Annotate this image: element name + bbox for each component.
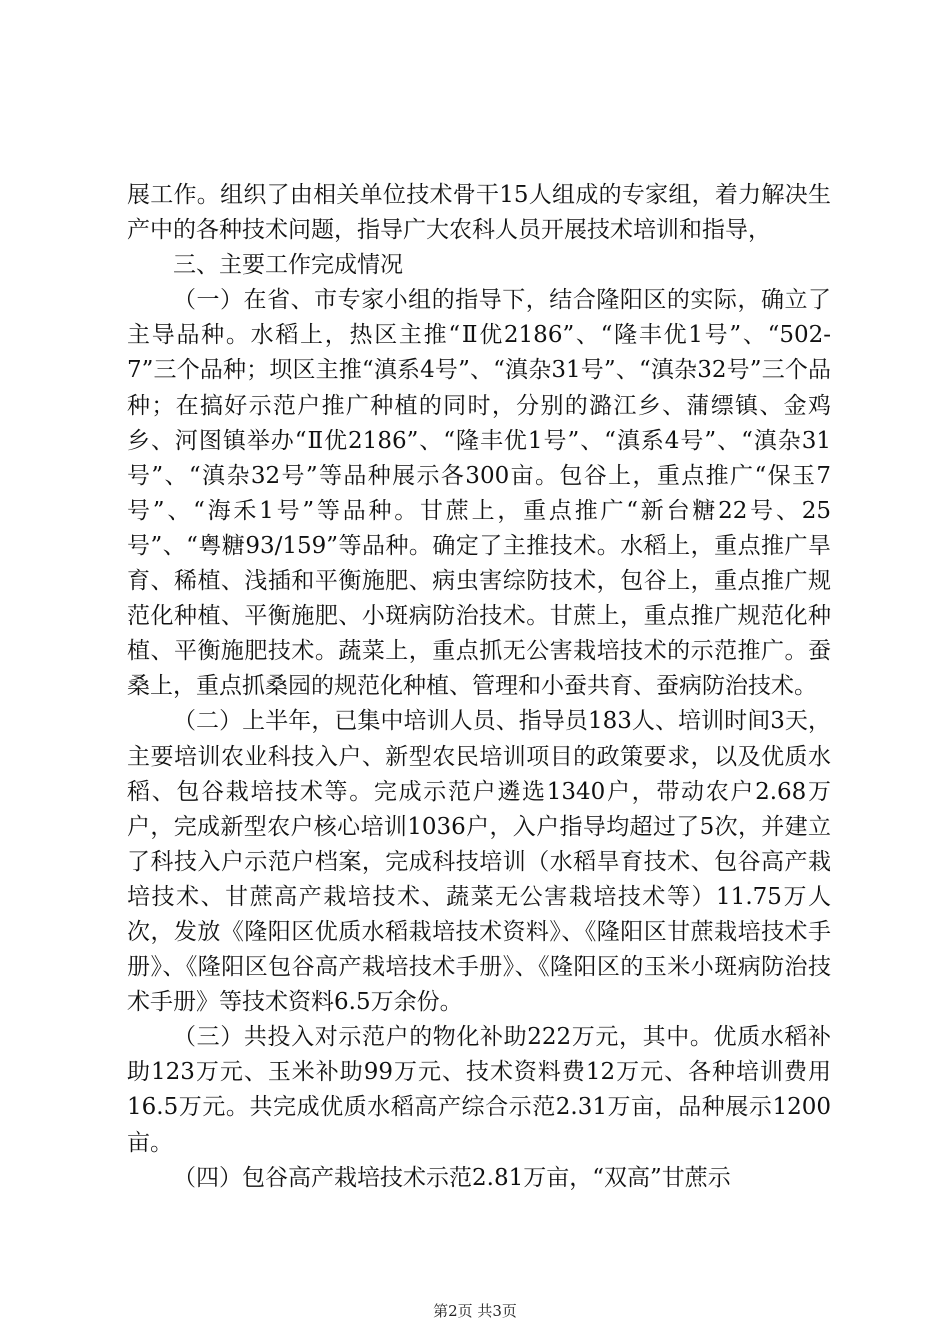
paragraph-item-3: （三）共投入对示范户的物化补助222万元，其中。优质水稻补助123万元、玉米补助99万元、技术资料费12万元、各种培训费用16.5万元。共完成优质水稻高产综合示范2.31万亩，品种展示1200亩。: [127, 1024, 831, 1156]
paragraph-item-4: （四）包谷高产栽培技术示范2.81万亩，“双高”甘蔗示: [173, 1164, 731, 1191]
paragraph-continuation: 展工作。组织了由相关单位技术骨干15人组成的专家组，着力解决生产中的各种技术问题，指导广大农科人员开展技术培训和指导，: [127, 182, 831, 244]
paragraph-item-1: （一）在省、市专家小组的指导下，结合隆阳区的实际，确立了主导品种。水稻上，热区主推“Ⅱ优2186”、“隆丰优1号”、“502-7”三个品种；坝区主推“滇系4号”、“滇杂31号”、“滇杂32号”三个品种；在搞好示范户推广种植的同时，分别的潞江乡、蒲缥镇、金鸡乡、河图镇举办“Ⅱ优2186”、“隆丰优1号”、“滇系4号”、“滇杂31号”、“滇杂32号”等品种展示各300亩。包谷上，重点推广“保玉7号”、“海禾1号”等品种。甘蔗上，重点推广“新台糖22号、25号”、“粤糖93/159”等品种。确定了主推技术。水稻上，重点推广旱育、稀植、浅插和平衡施肥、病虫害综防技术，包谷上，重点推广规范化种植、平衡施肥、小斑病防治技术。甘蔗上，重点推广规范化种植、平衡施肥技术。蔬菜上，重点抓无公害栽培技术的示范推广。蚕桑上，重点抓桑园的规范化种植、管理和小蚕共育、蚕病防治技术。: [127, 287, 831, 700]
paragraph-item-2: （二）上半年，已集中培训人员、指导员183人、培训时间3天，主要培训农业科技入户、新型农民培训项目的政策要求，以及优质水稻、包谷栽培技术等。完成示范户遴选1340户，带动农户2.68万户，完成新型农户核心培训1036户，入户指导均超过了5次，并建立了科技入户示范户档案，完成科技培训（水稻旱育技术、包谷高产栽培技术、甘蔗高产栽培技术、蔬菜无公害栽培技术等）11.75万人次，发放《隆阳区优质水稻栽培技术资料》、《隆阳区甘蔗栽培技术手册》、《隆阳区包谷高产栽培技术手册》、《隆阳区的玉米小斑病防治技术手册》等技术资料6.5万余份。: [127, 708, 831, 1016]
section-heading: 三、主要工作完成情况: [173, 252, 403, 279]
page-footer: 第2页 共3页: [433, 1302, 517, 1320]
document-body: [127, 178, 831, 1196]
